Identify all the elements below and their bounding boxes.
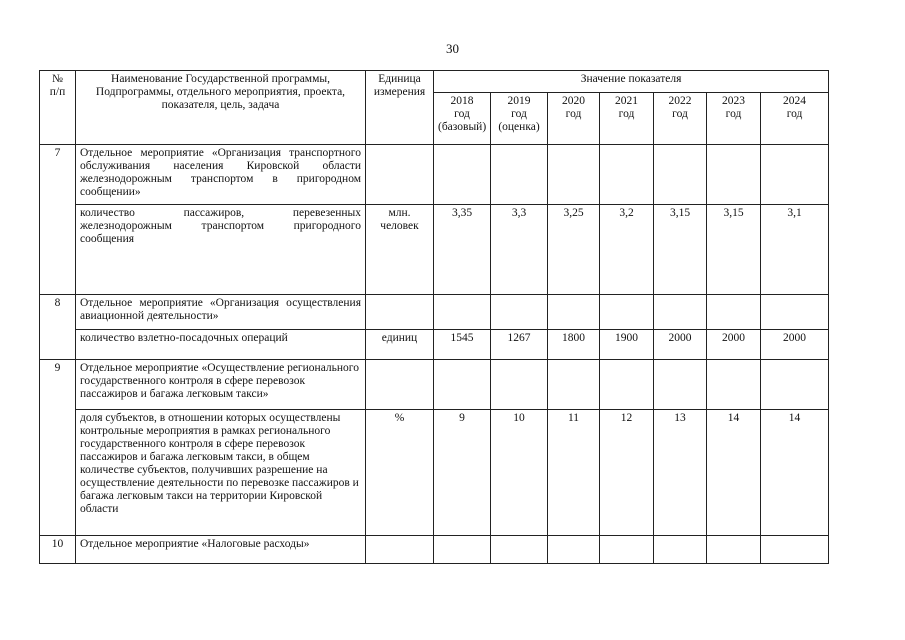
value-cell: 1800 [548,330,600,360]
row-num: 9 [40,360,76,536]
table-row [40,410,829,536]
header-year-2018 [434,93,491,145]
value-cell: 14 [761,410,829,536]
header-year-line: год [618,108,635,120]
header-value-group: Значение показателя [434,71,829,93]
header-year-line: 2018 [450,95,474,107]
header-year-2019 [491,93,548,145]
table-row [40,205,829,295]
value-cell: 9 [434,410,491,536]
value-cell: 2000 [707,330,761,360]
value-cell: 1267 [491,330,548,360]
row-unit: млн. человек [366,205,434,295]
value-cell: 3,2 [600,205,654,295]
value-cell: 11 [548,410,600,536]
value-cell: 13 [654,410,707,536]
header-year-line: 2022 [668,95,692,107]
value-cell: 1545 [434,330,491,360]
header-year-line: 2020 [562,95,585,107]
row-title: Отдельное мероприятие «Налоговые расходы» [76,536,366,564]
row-title: Отдельное мероприятие «Осуществление регионального государственного контроля в сфере перевозок пассажиров и багажа легковым такси» [76,360,366,410]
value-cell: 3,3 [491,205,548,295]
value-cell: 3,1 [761,205,829,295]
empty-cell [366,145,434,205]
table-row [40,330,829,360]
header-year-line: 2023 [722,95,745,107]
header-year-line: 2024 [783,95,807,107]
value-cell: 1900 [600,330,654,360]
value-cell: 3,25 [548,205,600,295]
header-year-2022 [654,93,707,145]
row-num: 8 [40,295,76,360]
value-cell: 14 [707,410,761,536]
row-num: 10 [40,536,76,564]
page-number: 30 [446,41,459,56]
row-indicator: количество пассажиров, перевезенных железнодорожным транспортом пригородного сообщения [76,205,366,295]
row-title: Отдельное мероприятие «Организация транспортного обслуживания населения Кировской области железнодорожным транспортом в пригородном сообщении» [76,145,366,205]
header-year-line: год [565,108,582,120]
value-cell: 3,15 [707,205,761,295]
header-year-line: год [786,108,803,120]
value-cell: 12 [600,410,654,536]
row-num: 7 [40,145,76,295]
row-unit: единиц [366,330,434,360]
header-year-line: (базовый) [438,121,487,133]
header-year-line: год [454,108,470,120]
row-indicator: количество взлетно-посадочных операций [76,330,366,360]
header-num: № п/п [40,71,76,145]
row-indicator: доля субъектов, в отношении которых осуществлены контрольные мероприятия в рамках регионального государственного контроля в сфере перевозок пассажиров и багажа легковым такси, в общем количестве субъектов, получивших разрешение на осуществление деятельности по перевозке пассажиров и багажа легковым такси на территории Кировской области [76,410,366,536]
header-year-line: (оценка) [498,121,540,133]
header-year-line: 2021 [615,95,638,107]
header-unit: Единица измерения [366,71,434,145]
header-year-line: год [511,108,527,120]
value-cell: 2000 [654,330,707,360]
indicator-table [39,70,829,564]
value-cell: 2000 [761,330,829,360]
header-year-2021 [600,93,654,145]
value-cell: 3,15 [654,205,707,295]
row-title: Отдельное мероприятие «Организация осуществления авиационной деятельности» [76,295,366,330]
header-year-line: 2019 [507,95,531,107]
header-year-2024 [761,93,829,145]
header-year-line: год [672,108,688,120]
header-year-2023 [707,93,761,145]
header-name: Наименование Государственной программы, Подпрограммы, отдельного мероприятия, проекта, показателя, цель, задача [76,71,366,145]
header-year-2020 [548,93,600,145]
value-cell: 3,35 [434,205,491,295]
row-unit: % [366,410,434,536]
header-year-line: год [725,108,742,120]
value-cell: 10 [491,410,548,536]
